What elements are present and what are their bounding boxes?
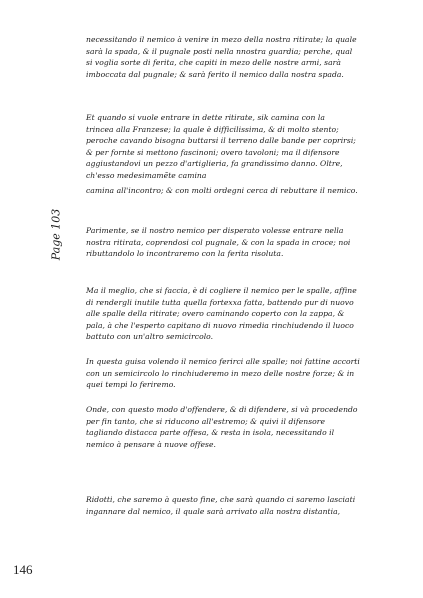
text-line: battuto con un'altro semicircolo. — [86, 332, 214, 342]
text-line: quei tempi lo feriremo. — [86, 380, 176, 390]
text-line: & per fornte si mettono fascinoni; overo tavoloni; ma il difensore — [86, 147, 340, 157]
text-line: In questa guisa volendo il nemico ferirci alle spalle; noi fattine accorti — [86, 357, 360, 366]
text-line: Ma il meglio, che si faccia, è di cogliere il nemico per le spalle, affine — [86, 286, 357, 295]
text-line: Ridotti, che saremo à questo fine, che sarà quando ci saremo lasciati — [86, 495, 356, 504]
text-line: ingannare dal nemico, il quale sarà arrivato alla nostra distantia, — [86, 506, 341, 516]
text-line: nostra ritirata, coprendosi col pugnale, & con la spada in croce; noi — [86, 237, 351, 247]
text-line: imboccata dal pugnale; & sarà ferito il nemico dalla nostra spada. — [86, 69, 344, 79]
paragraph-2 — [86, 112, 386, 182]
margin-page-note: Page 103 — [49, 208, 63, 261]
paragraph-3 — [86, 185, 386, 197]
text-line: peroche cavando bisogna buttarsi il terreno dalle bande per coprirsi; — [86, 136, 356, 146]
paragraph-8 — [86, 494, 386, 517]
paragraph-4 — [86, 225, 386, 260]
text-line: di rendergli inutile tutta quella fortexxa fatta, battendo pur di nuovo — [86, 297, 354, 307]
paragraph-5 — [86, 285, 386, 343]
text-line: ch'esso medesimamẽte camina — [86, 170, 207, 180]
text-line: necessitando il nemico à venire in mezo della nostra ritirate; la quale — [86, 35, 357, 44]
text-line: Et quando si vuole entrare in dette ritirate, sik camina con la — [86, 113, 325, 122]
page-number: 146 — [13, 562, 33, 577]
text-line: ributtandolo lo incontraremo con la ferita risoluta. — [86, 249, 284, 259]
text-line: con un semicircolo lo rinchiuderemo in mezo delle nostre forze; & in — [86, 368, 355, 378]
text-line: nemico à pensare à nuove offese. — [86, 439, 216, 449]
text-line: trincea alla Franzese; la quale è difficilissima, & di molto stento; — [86, 124, 339, 134]
paragraph-6 — [86, 356, 386, 391]
text-line: per fin tanto, che si riducono all'estremo; & quivi il difensore — [86, 416, 325, 426]
paragraph-1 — [86, 34, 386, 80]
text-line: Onde, con questo modo d'offendere, & di difendere, si và procedendo — [86, 405, 358, 414]
text-line: si voglia sorte di ferita, che capiti in mezo delle nostre armi, sarà — [86, 58, 341, 68]
text-line: sarà la spada, & il pugnale posti nella nnostra guardia; perche, qual — [86, 46, 353, 56]
text-line: camina all'incontro; & con molti ordegni cerca di rebuttare il nemico. — [86, 186, 358, 195]
paragraph-7 — [86, 404, 386, 450]
text-line: pala, à che l'esperto capitano di nuovo rimedia rinchiudendo il luoco — [86, 320, 354, 330]
text-line: aggiustandovi un pezzo d'artiglieria, fa grandissimo danno. Oltre, — [86, 159, 343, 169]
text-line: Parimente, se il nostro nemico per disperato volesse entrare nella — [86, 226, 344, 235]
text-line: alle spalle della ritirate; overo caminando coperto con la zappa, & — [86, 309, 345, 319]
text-line: tagliando distacca parte offesa, & resta in isola, necessitando il — [86, 428, 335, 438]
